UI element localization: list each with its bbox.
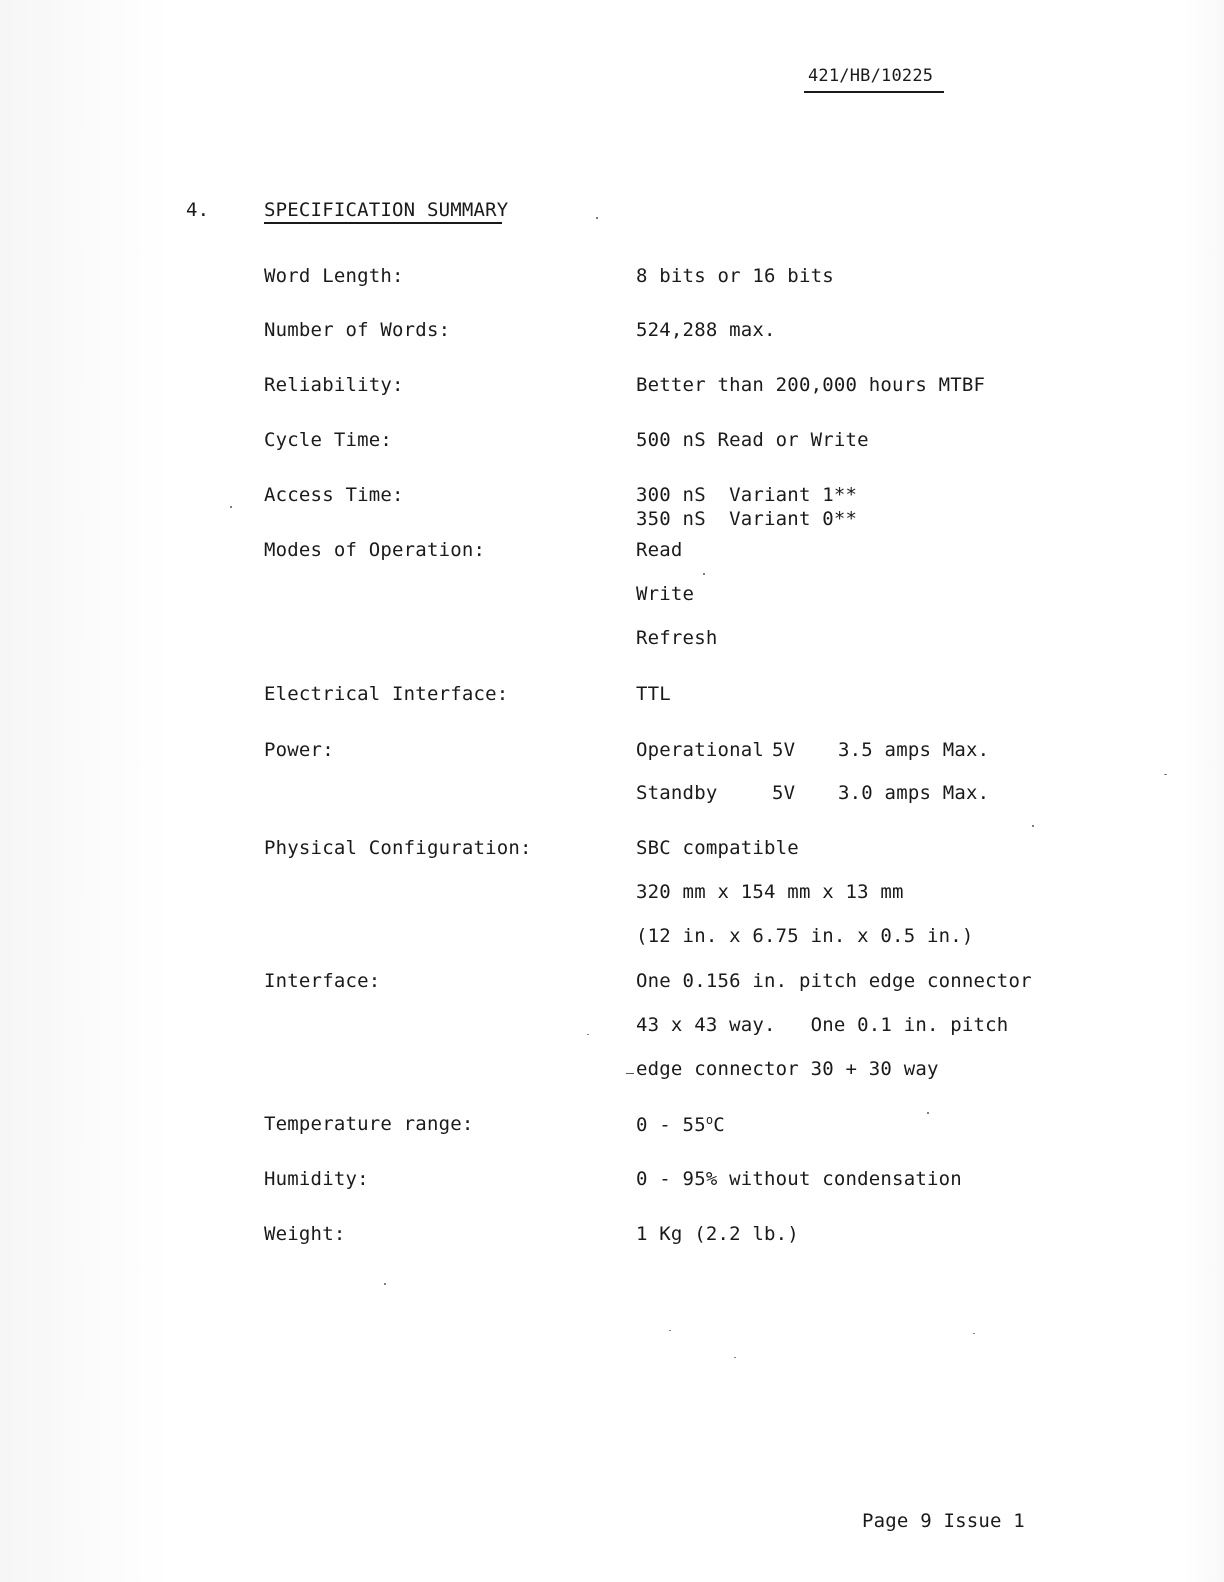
scan-speck [230, 506, 232, 508]
spec-label-humidity: Humidity: [264, 1168, 369, 1190]
scan-speck [927, 1112, 929, 1114]
spec-value-physical-configuration-1: SBC compatible [636, 837, 799, 859]
spec-label-temperature-range: Temperature range: [264, 1113, 474, 1135]
spec-value-cycle-time: 500 nS Read or Write [636, 429, 869, 451]
scan-speck [973, 1333, 975, 1334]
spec-value-access-time-1: 300 nS Variant 1** [636, 484, 858, 506]
spec-value-interface-2: 43 x 43 way. One 0.1 in. pitch [636, 1014, 1009, 1036]
scan-speck [596, 217, 598, 219]
spec-label-weight: Weight: [264, 1223, 346, 1245]
spec-value-access-time-2: 350 nS Variant 0** [636, 508, 858, 530]
scan-speck [587, 1034, 589, 1035]
spec-value-temperature-range [636, 1113, 725, 1136]
spec-label-reliability: Reliability: [264, 374, 404, 396]
spec-value-reliability: Better than 200,000 hours MTBF [636, 374, 986, 396]
scan-shading-left [0, 0, 170, 1582]
spec-value-humidity: 0 - 95% without condensation [636, 1168, 962, 1190]
scan-speck [1164, 774, 1167, 775]
spec-value-mode-read: Read [636, 539, 683, 561]
scan-speck [703, 573, 705, 575]
spec-value-physical-configuration-3: (12 in. x 6.75 in. x 0.5 in.) [636, 925, 974, 947]
spec-value-word-length: 8 bits or 16 bits [636, 265, 834, 287]
spec-label-power: Power: [264, 739, 334, 761]
spec-value-mode-refresh: Refresh [636, 627, 718, 649]
spec-value-power-standby-current: 3.0 amps Max. [838, 782, 990, 804]
spec-value-power-operational-current: 3.5 amps Max. [838, 739, 990, 761]
spec-value-electrical-interface: TTL [636, 683, 671, 705]
spec-label-interface: Interface: [264, 970, 381, 992]
spec-value-number-of-words: 524,288 max. [636, 319, 776, 341]
spec-label-cycle-time: Cycle Time: [264, 429, 393, 451]
scan-speck [734, 1357, 736, 1358]
spec-label-word-length: Word Length: [264, 265, 404, 287]
spec-value-interface-1: One 0.156 in. pitch edge connector [636, 970, 1032, 992]
section-title-underline [264, 222, 502, 224]
spec-label-number-of-words: Number of Words: [264, 319, 451, 341]
spec-value-interface-3: edge connector 30 + 30 way [636, 1058, 939, 1080]
spec-label-access-time: Access Time: [264, 484, 404, 506]
spec-value-weight: 1 Kg (2.2 lb.) [636, 1223, 799, 1245]
spec-label-modes: Modes of Operation: [264, 539, 486, 561]
degree-symbol: o [705, 1113, 714, 1127]
scan-speck [384, 1283, 386, 1285]
spec-value-power-operational-voltage: 5V [772, 739, 796, 761]
spec-label-electrical-interface: Electrical Interface: [264, 683, 509, 705]
spec-value-mode-write: Write [636, 583, 695, 605]
spec-value-power-standby-voltage: 5V [772, 782, 796, 804]
document-reference: 421/HB/10225 [808, 66, 934, 86]
scan-speck [626, 1073, 634, 1074]
document-reference-underline [804, 91, 944, 93]
page-footer: Page 9 Issue 1 [862, 1510, 1025, 1532]
section-number: 4. [186, 199, 210, 221]
scan-shading-right [1184, 0, 1224, 1582]
spec-value-power-standby-mode: Standby [636, 782, 718, 804]
spec-value-power-operational-mode: Operational [636, 739, 765, 761]
scan-speck [1032, 825, 1034, 827]
temperature-unit: C [713, 1114, 725, 1136]
temperature-value: 0 - 55 [636, 1114, 706, 1136]
section-title: SPECIFICATION SUMMARY [264, 199, 509, 221]
spec-label-physical-configuration: Physical Configuration: [264, 837, 532, 859]
scan-speck [669, 1330, 671, 1331]
spec-value-physical-configuration-2: 320 mm x 154 mm x 13 mm [636, 881, 904, 903]
